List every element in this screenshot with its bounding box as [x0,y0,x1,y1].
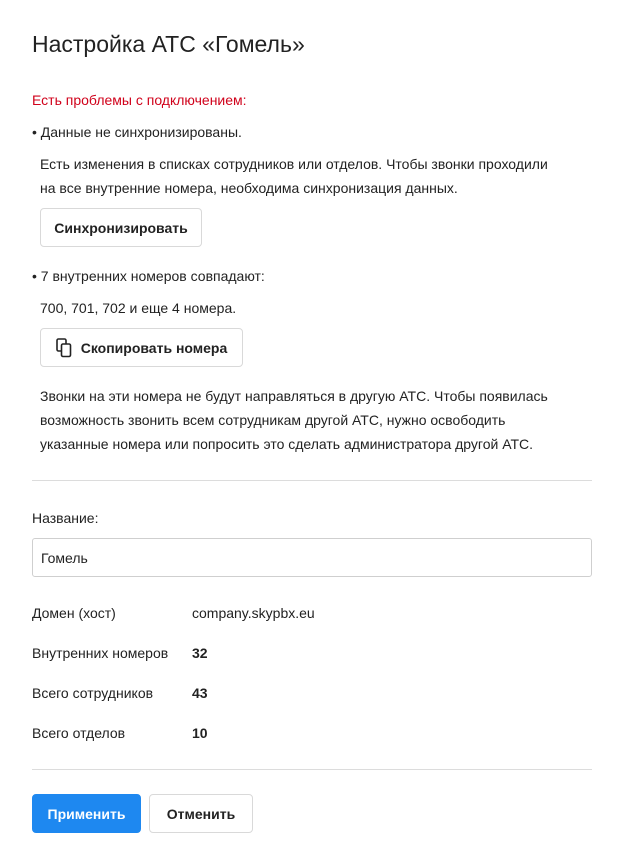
apply-button[interactable]: Применить [32,794,141,833]
issue-duplicates-bullet: • 7 внутренних номеров совпадают: [32,268,265,284]
issue-sync-text-line-2: на все внутренние номера, необходима синхронизация данных. [40,180,458,196]
duplicate-numbers-list: 700, 701, 702 и еще 4 номера. [40,300,237,316]
employees-label: Всего сотрудников [32,685,154,701]
issue-sync-bullet: • Данные не синхронизированы. [32,124,242,140]
duplicates-note-line-2: возможность звонить всем сотрудникам другой АТС, нужно освободить [40,412,506,428]
employees-value: 43 [192,685,208,701]
departments-value: 10 [192,725,208,741]
section-divider [32,480,592,481]
extensions-label: Внутренних номеров [32,645,169,661]
duplicates-note-line-3: указанные номера или попросить это сделать администратора другой АТС. [40,436,534,452]
domain-label: Домен (хост) [32,605,116,621]
departments-label: Всего отделов [32,725,126,741]
page-title: Настройка АТС «Гомель» [32,31,305,57]
name-input[interactable] [32,538,592,577]
connection-error-heading: Есть проблемы с подключением: [32,92,247,108]
issue-sync-text-line-1: Есть изменения в списках сотрудников или отделов. Чтобы звонки проходили [40,156,548,172]
extensions-value: 32 [192,645,208,661]
duplicates-note-line-1: Звонки на эти номера не будут направляться в другую АТС. Чтобы появилась [40,388,548,404]
cancel-button[interactable]: Отменить [149,794,253,833]
name-label: Название: [32,510,99,526]
sync-button[interactable]: Синхронизировать [40,208,202,247]
copy-numbers-button[interactable] [40,328,243,367]
copy-numbers-label: Скопировать номера [80,339,228,356]
domain-value: company.skypbx.eu [192,605,315,621]
copy-icon [56,338,72,358]
footer-divider [32,769,592,770]
